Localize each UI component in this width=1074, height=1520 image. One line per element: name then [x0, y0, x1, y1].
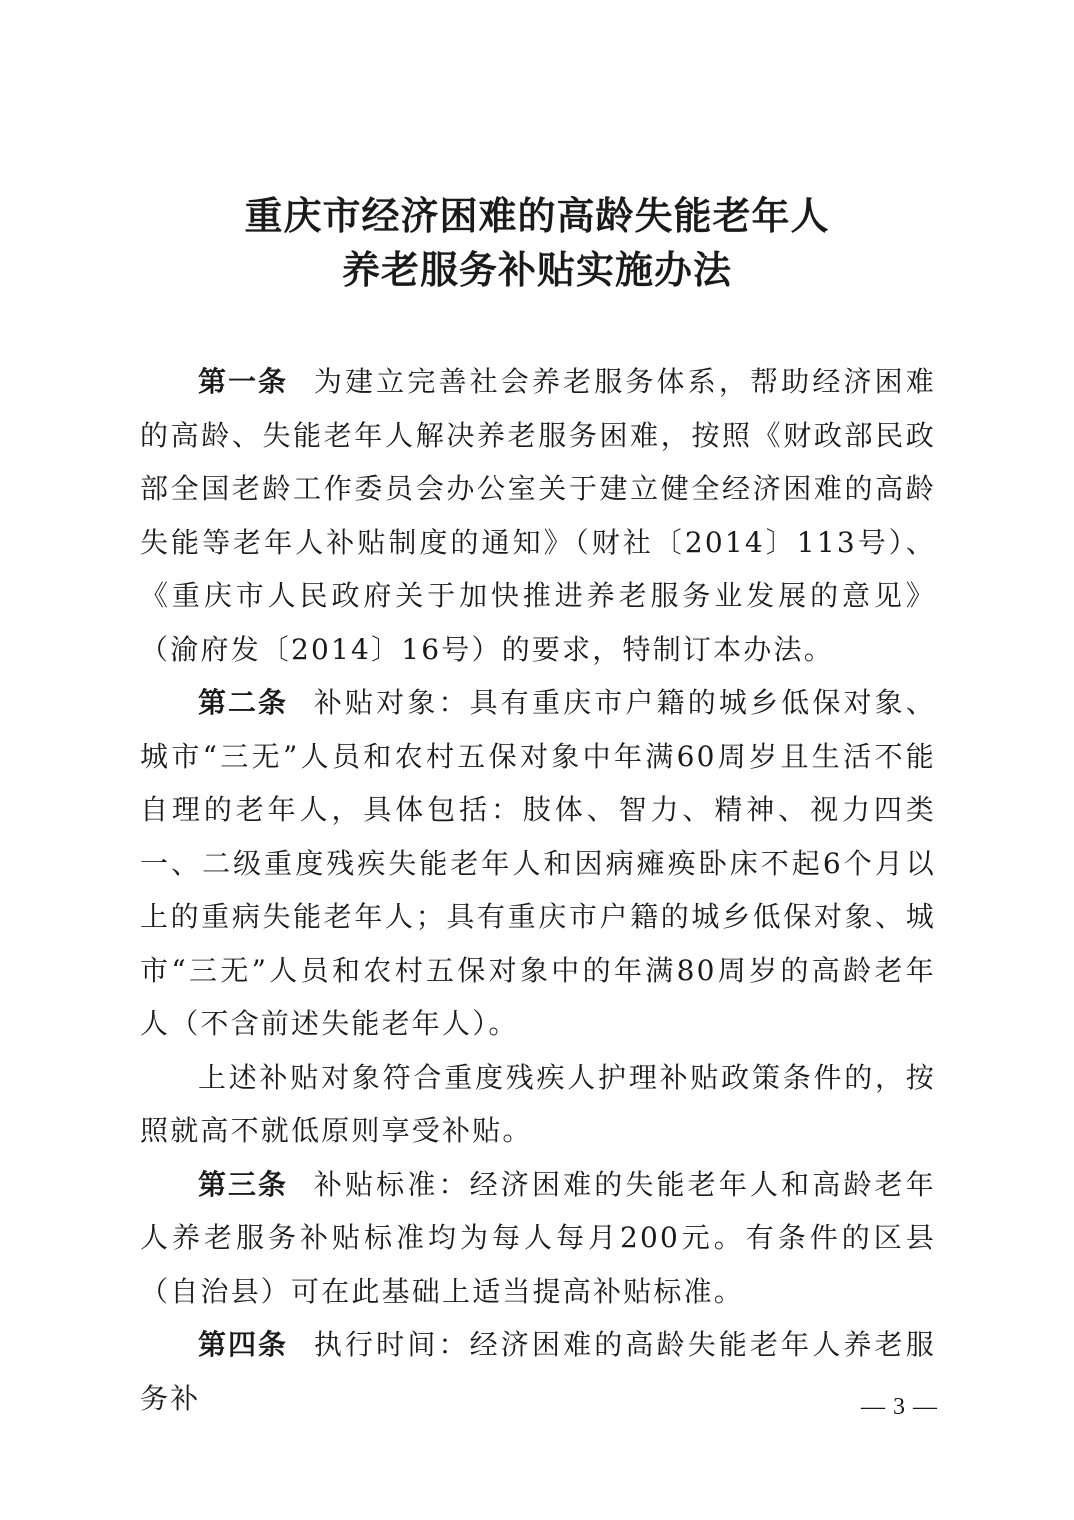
document-title-line-1: 重庆市经济困难的高龄失能老年人: [244, 193, 830, 238]
article-label: 第一条: [198, 365, 288, 398]
paragraph-article-2: [140, 676, 936, 1051]
paragraph-text: 补贴标准：经济困难的失能老年人和高龄老年人养老服务补贴标准均为每人每月200元。有条件的区县（自治县）可在此基础上适当提高补贴标准。: [140, 1167, 936, 1308]
paragraph-text: 补贴对象：具有重庆市户籍的城乡低保对象、城市“三无”人员和农村五保对象中年满60周岁且生活不能自理的老年人，具体包括：肢体、智力、精神、视力四类一、二级重度残疾失能老年人和因病瘫痪卧床不起6个月以上的重病失能老年人；具有重庆市户籍的城乡低保对象、城市“三无”人员和农村五保对象中的年满80周岁的高龄老年人（不含前述失能老年人）。: [140, 686, 936, 1040]
paragraph-article-4: [140, 1318, 936, 1425]
article-label: 第四条: [198, 1328, 288, 1361]
paragraph-text: 为建立完善社会养老服务体系，帮助经济困难的高龄、失能老年人解决养老服务困难，按照《财政部民政部全国老龄工作委员会办公室关于建立健全经济困难的高龄失能等老年人补贴制度的通知》（财社〔2014〕113号）、《重庆市人民政府关于加快推进养老服务业发展的意见》（渝府发〔2014〕16号）的要求，特制订本办法。: [140, 365, 936, 666]
paragraph-article-3: [140, 1158, 936, 1319]
article-label: 第三条: [198, 1167, 288, 1201]
paragraph-article-1: [140, 355, 936, 676]
document-body: [140, 355, 936, 1425]
page-number: — 3 —: [861, 1394, 938, 1420]
article-label: 第二条: [198, 686, 288, 719]
paragraph-supplement: [140, 1051, 936, 1158]
paragraph-text: 上述补贴对象符合重度残疾人护理补贴政策条件的，按照就高不就低原则享受补贴。: [140, 1060, 936, 1147]
paragraph-text: 执行时间：经济困难的高龄失能老年人养老服务补: [140, 1328, 936, 1415]
document-title-line-2: 养老服务补贴实施办法: [341, 247, 732, 292]
